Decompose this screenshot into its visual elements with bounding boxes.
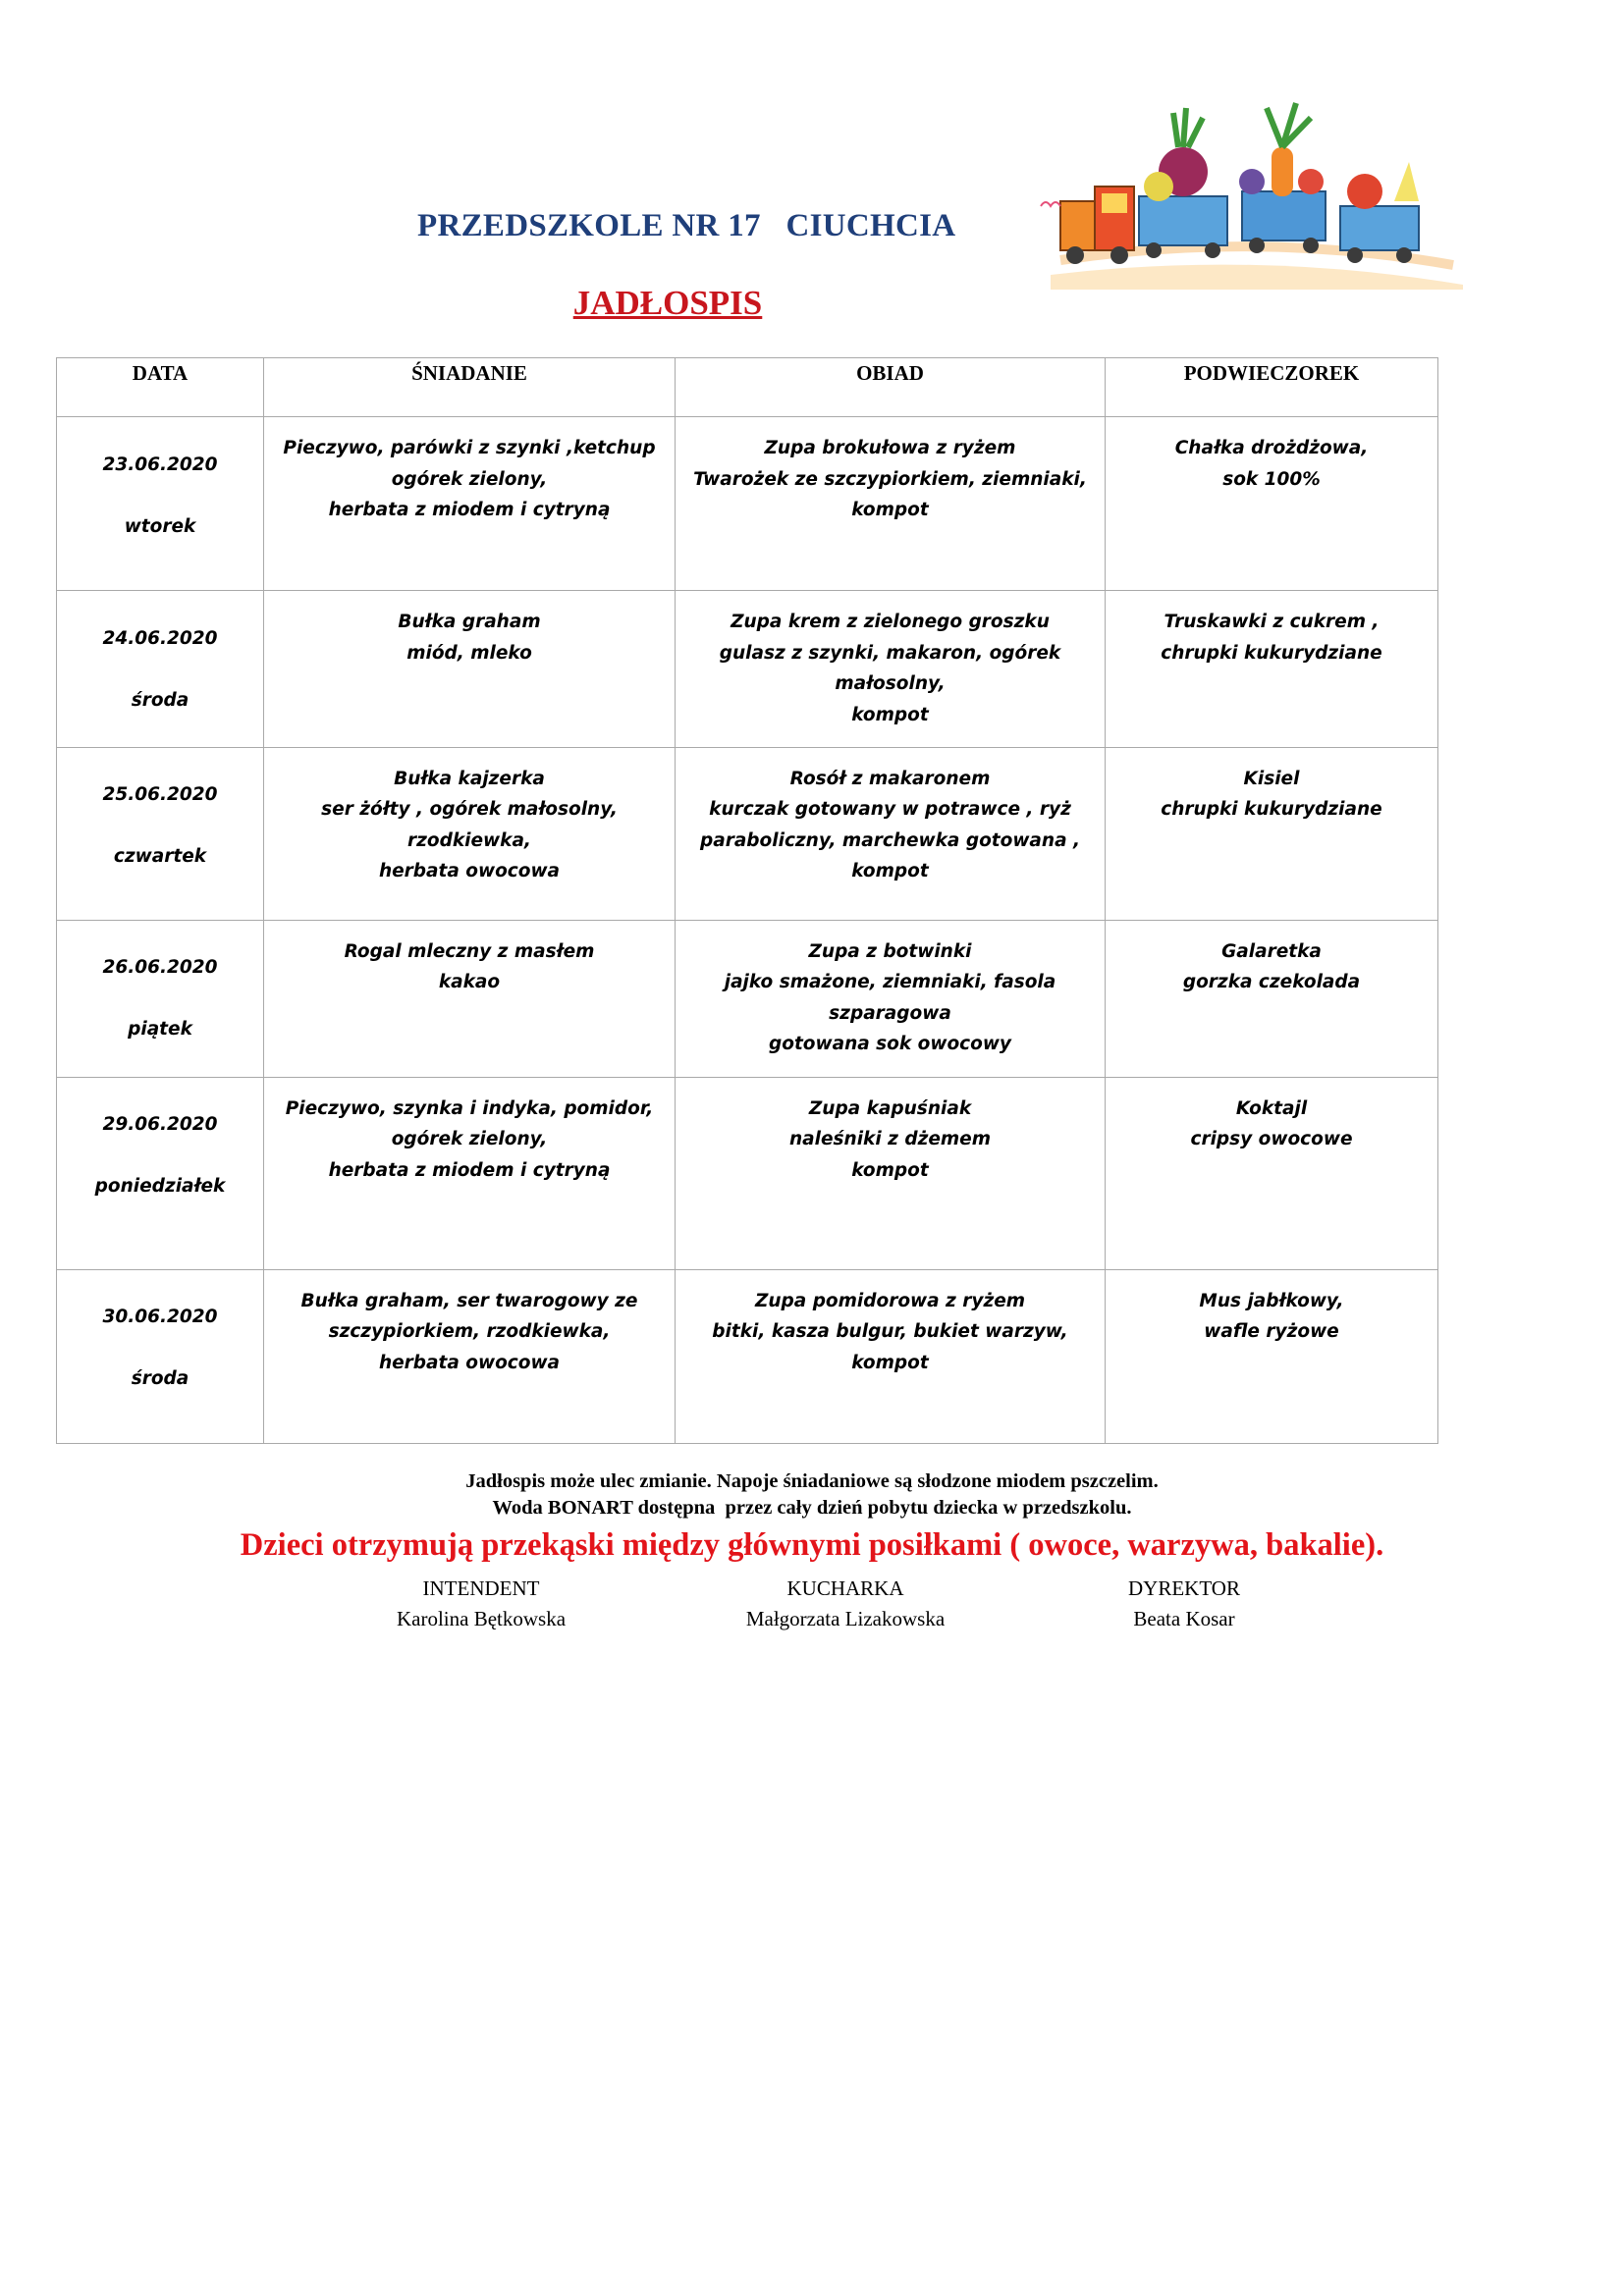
snacks-note: Dzieci otrzymują przekąski między głównymi posiłkami ( owoce, warzywa, bakalie). bbox=[240, 1527, 1384, 1563]
table-header-row bbox=[57, 358, 1438, 417]
menu-title: JADŁOSPIS bbox=[572, 284, 763, 322]
column-header-snack: PODWIECZOREK bbox=[1106, 358, 1438, 417]
breakfast-cell: Bułka graham miód, mleko bbox=[264, 591, 676, 748]
breakfast-cell: Rogal mleczny z masłem kakao bbox=[264, 920, 676, 1077]
date: 25.06.2020 bbox=[102, 784, 218, 805]
column-header-lunch: OBIAD bbox=[676, 358, 1106, 417]
date-cell bbox=[57, 1077, 264, 1269]
table-row bbox=[57, 591, 1438, 748]
snack-cell: Truskawki z cukrem , chrupki kukurydziane bbox=[1106, 591, 1438, 748]
snack-cell: Mus jabłkowy, wafle ryżowe bbox=[1106, 1269, 1438, 1443]
school-name: PRZEDSZKOLE NR 17 CIUCHCIA bbox=[417, 208, 956, 243]
weekday: wtorek bbox=[124, 515, 196, 537]
snack-cell: Chałka drożdżowa, sok 100% bbox=[1106, 417, 1438, 591]
breakfast-cell: Pieczywo, parówki z szynki ,ketchup ogórek zielony, herbata z miodem i cytryną bbox=[264, 417, 676, 591]
signature-cook bbox=[698, 1574, 993, 1634]
date: 24.06.2020 bbox=[102, 627, 218, 649]
snack-cell: Koktajl cripsy owocowe bbox=[1106, 1077, 1438, 1269]
date-cell bbox=[57, 1269, 264, 1443]
breakfast-cell: Bułka kajzerka ser żółty , ogórek małosolny, rzodkiewka, herbata owocowa bbox=[264, 747, 676, 920]
signature-role: DYREKTOR bbox=[1128, 1576, 1240, 1600]
table-row bbox=[57, 1077, 1438, 1269]
date-cell bbox=[57, 747, 264, 920]
date-cell bbox=[57, 920, 264, 1077]
column-header-breakfast: ŚNIADANIE bbox=[264, 358, 676, 417]
weekday: poniedziałek bbox=[94, 1176, 226, 1197]
date: 23.06.2020 bbox=[102, 454, 218, 475]
signature-role: KUCHARKA bbox=[786, 1576, 904, 1600]
weekday: czwartek bbox=[113, 846, 207, 867]
signature-name: Karolina Bętkowska bbox=[396, 1607, 567, 1630]
snack-cell: Galaretka gorzka czekolada bbox=[1106, 920, 1438, 1077]
lunch-cell: Zupa pomidorowa z ryżem bitki, kasza bulgur, bukiet warzyw, kompot bbox=[676, 1269, 1106, 1443]
weekday: środa bbox=[131, 689, 189, 711]
date: 30.06.2020 bbox=[102, 1307, 218, 1327]
water-note: Woda BONART dostępna przez cały dzień pobytu dziecka w przedszkolu. bbox=[492, 1497, 1132, 1519]
breakfast-cell: Pieczywo, szynka i indyka, pomidor, ogórek zielony, herbata z miodem i cytryną bbox=[264, 1077, 676, 1269]
lunch-cell: Zupa kapuśniak naleśniki z dżemem kompot bbox=[676, 1077, 1106, 1269]
date: 26.06.2020 bbox=[102, 957, 218, 978]
table-row bbox=[57, 1269, 1438, 1443]
lunch-cell: Zupa brokułowa z ryżem Twarożek ze szczypiorkiem, ziemniaki, kompot bbox=[676, 417, 1106, 591]
column-header-date: DATA bbox=[57, 358, 264, 417]
lunch-cell: Rosół z makaronem kurczak gotowany w potrawce , ryż paraboliczny, marchewka gotowana , kompot bbox=[676, 747, 1106, 920]
signature-role: INTENDENT bbox=[422, 1576, 540, 1600]
snack-cell: Kisiel chrupki kukurydziane bbox=[1106, 747, 1438, 920]
lunch-cell: Zupa krem z zielonego groszku gulasz z szynki, makaron, ogórek małosolny, kompot bbox=[676, 591, 1106, 748]
weekday: środa bbox=[131, 1368, 189, 1389]
menu-change-note: Jadłospis może ulec zmianie. Napoje śniadaniowe są słodzone miodem pszczelim. bbox=[465, 1470, 1159, 1492]
lunch-cell: Zupa z botwinki jajko smażone, ziemniaki, fasola szparagowa gotowana sok owocowy bbox=[676, 920, 1106, 1077]
menu-table bbox=[56, 357, 1438, 1444]
menu-notes bbox=[0, 1468, 1624, 1522]
signature-name: Beata Kosar bbox=[1133, 1607, 1235, 1630]
date: 29.06.2020 bbox=[102, 1114, 218, 1135]
breakfast-cell: Bułka graham, ser twarogowy ze szczypiorkiem, rzodkiewka, herbata owocowa bbox=[264, 1269, 676, 1443]
signature-name: Małgorzata Lizakowska bbox=[745, 1607, 946, 1630]
table-row bbox=[57, 747, 1438, 920]
date-cell bbox=[57, 591, 264, 748]
date-cell bbox=[57, 417, 264, 591]
signature-intendent bbox=[334, 1574, 628, 1634]
table-row bbox=[57, 417, 1438, 591]
signature-director bbox=[1037, 1574, 1331, 1634]
weekday: piątek bbox=[128, 1019, 192, 1040]
table-row bbox=[57, 920, 1438, 1077]
vegetable-train-illustration bbox=[1031, 93, 1473, 290]
